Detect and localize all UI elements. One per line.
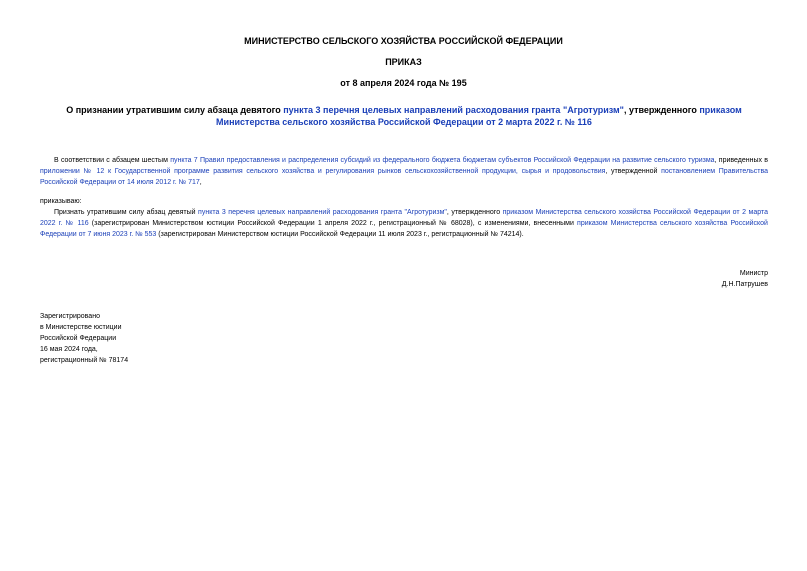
registration-line: в Министерстве юстиции xyxy=(40,324,122,331)
registration-line: Зарегистрировано xyxy=(40,313,100,320)
document-date-number: от 8 апреля 2024 года № 195 xyxy=(340,78,467,88)
ordered-word: приказываю: xyxy=(40,198,82,205)
preamble-text: , утвержденной xyxy=(605,168,662,175)
signature-block xyxy=(722,268,768,290)
registration-number: регистрационный № 78174 xyxy=(40,357,129,364)
registration-date: 16 мая 2024 года, xyxy=(40,346,98,353)
signatory-name: Д.Н.Патрушев xyxy=(721,281,768,288)
rules-link[interactable]: пункта 7 Правил предоставления и распределения субсидий из федерального бюджета бюджетам субъектов Российской Федерации на развитие сельского туризма xyxy=(170,157,715,164)
operative-text: , утвержденного xyxy=(446,209,503,216)
operative-text: (зарегистрирован Министерством юстиции Российской Федерации 11 июля 2023 г., регистрационный № 74214). xyxy=(156,231,524,238)
registration-block xyxy=(40,311,128,366)
operative-text: Признать утратившим силу абзац девятый xyxy=(54,209,199,216)
preamble-text: В соответствии с абзацем шестым xyxy=(54,157,171,164)
operative-text: (зарегистрирован Министерством юстиции Российской Федерации 1 апреля 2022 г., регистрационный № 68028), с изменениями, внесенными xyxy=(88,220,578,227)
title-text: , утвержденного xyxy=(623,105,700,115)
preamble-text: , xyxy=(199,179,202,186)
title-text: О признании утратившим силу абзаца девятого xyxy=(66,105,284,115)
title-link-item[interactable]: пункта 3 перечня целевых направлений расходования гранта "Агротуризм" xyxy=(283,105,624,115)
document-type-heading: ПРИКАЗ xyxy=(385,57,422,67)
title-link-order[interactable]: приказом Министерства сельского хозяйства Российской Федерации от 2 марта 2022 г. № 116 xyxy=(216,105,742,127)
registration-line: Российской Федерации xyxy=(40,335,117,342)
ministry-heading: МИНИСТЕРСТВО СЕЛЬСКОГО ХОЗЯЙСТВА РОССИЙСКОЙ ФЕДЕРАЦИИ xyxy=(244,36,563,46)
government-decree-link[interactable]: постановлением Правительства Российской Федерации от 14 июля 2012 г. № 717 xyxy=(40,168,768,186)
signatory-position: Министр xyxy=(739,270,768,277)
operative-paragraph xyxy=(40,207,768,240)
appendix-link[interactable]: приложении № 12 к Государственной программе развития сельского хозяйства и регулирования рынков сельскохозяйственной продукции, сырья и продовольствия xyxy=(40,168,606,175)
preamble-text: , приведенных в xyxy=(714,157,769,164)
preamble-paragraph xyxy=(40,155,768,188)
order-553-link[interactable]: приказом Министерства сельского хозяйства Российской Федерации от 7 июня 2023 г. № 553 xyxy=(40,220,768,238)
order-116-link[interactable]: приказом Министерства сельского хозяйства Российской Федерации от 2 марта 2022 г. № 116 xyxy=(40,209,768,227)
item-link[interactable]: пункта 3 перечня целевых направлений расходования гранта "Агротуризм" xyxy=(198,209,447,216)
document-title xyxy=(40,104,768,128)
